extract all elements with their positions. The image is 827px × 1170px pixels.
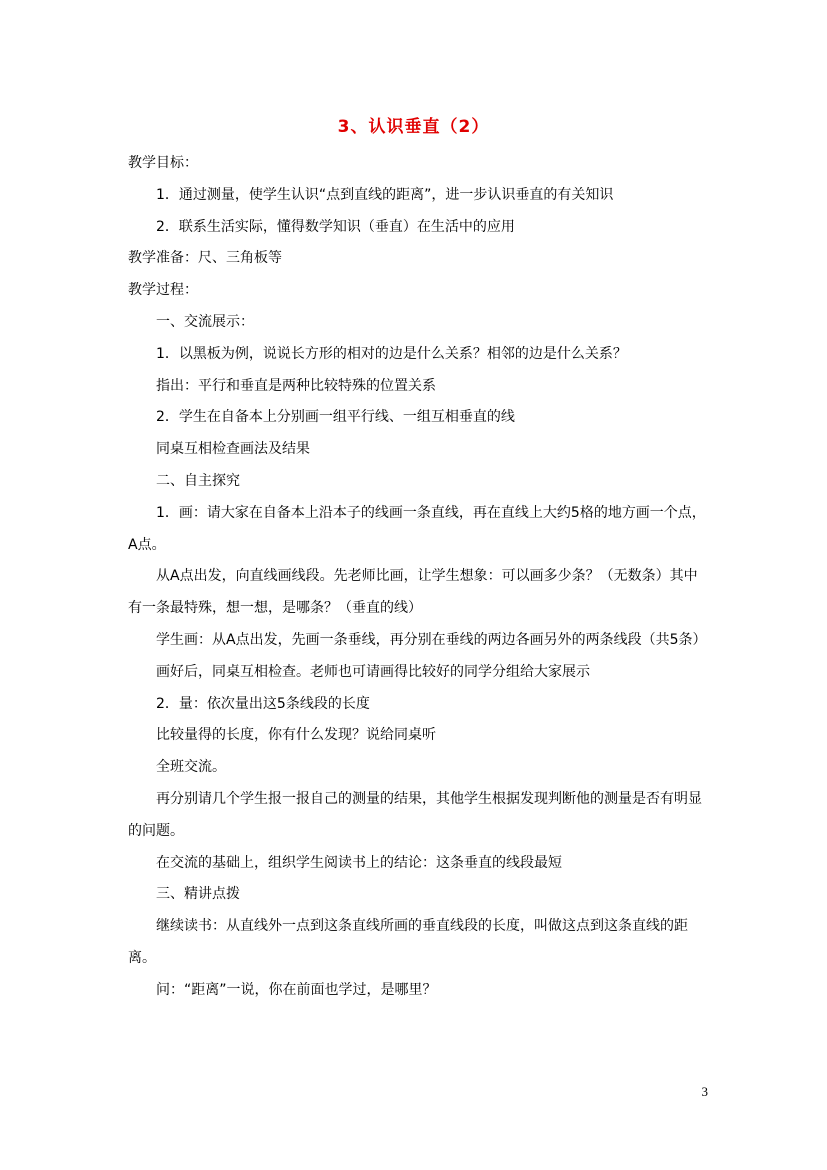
paragraph: 1．通过测量，使学生认识“点到直线的距离”，进一步认识垂直的有关知识: [156, 186, 614, 203]
subsection-heading: 二、自主探究: [156, 472, 240, 489]
paragraph: 同桌互相检查画法及结果: [156, 441, 310, 458]
paragraph: 继续读书：从直线外一点到这条直线所画的垂直线段的长度，叫做这点到这条直线的距离。: [128, 918, 688, 966]
document-body: [128, 148, 708, 1007]
section-heading-process: 教学过程：: [128, 282, 198, 299]
subsection-heading: 三、精讲点拨: [156, 886, 240, 903]
paragraph: 在交流的基础上，组织学生阅读书上的结论：这条垂直的线段最短: [156, 854, 562, 871]
document-title: 3、认识垂直（2）: [337, 117, 490, 137]
paragraph: 再分别请几个学生报一报自己的测量的结果，其他学生根据发现判断他的测量是否有明显的问题。: [128, 790, 702, 839]
paragraph: 2．学生在自备本上分别画一组平行线、一组互相垂直的线: [156, 409, 515, 426]
paragraph: 1．画：请大家在自备本上沿本子的线画一条直线，再在直线上大约5格的地方画一个点，A点。: [128, 504, 706, 553]
section-heading-objectives: 教学目标：: [128, 155, 198, 171]
page-number: 3: [701, 1084, 708, 1099]
paragraph: 问：“距离”一说，你在前面也学过，是哪里？: [156, 981, 437, 998]
paragraph: 从A点出发，向直线画线段。先老师比画，让学生想象：可以画多少条？（无数条）其中有一条最特殊，想一想，是哪条？（垂直的线）: [128, 568, 698, 617]
paragraph: 学生画：从A点出发，先画一条垂线，再分别在垂线的两边各画另外的两条线段（共5条）: [156, 631, 707, 648]
paragraph: 比较量得的长度，你有什么发现？说给同桌听: [156, 727, 436, 744]
paragraph: 指出：平行和垂直是两种比较特殊的位置关系: [156, 377, 436, 394]
section-heading-preparation: 教学准备：尺、三角板等: [128, 250, 282, 267]
paragraph: 画好后，同桌互相检查。老师也可请画得比较好的同学分组给大家展示: [156, 663, 590, 680]
paragraph: 2．联系生活实际，懂得数学知识（垂直）在生活中的应用: [156, 218, 515, 235]
subsection-heading: 一、交流展示：: [156, 313, 254, 330]
paragraph: 2．量：依次量出这5条线段的长度: [156, 695, 370, 712]
paragraph: 1．以黑板为例，说说长方形的相对的边是什么关系？相邻的边是什么关系？: [156, 345, 627, 362]
paragraph: 全班交流。: [156, 759, 226, 776]
